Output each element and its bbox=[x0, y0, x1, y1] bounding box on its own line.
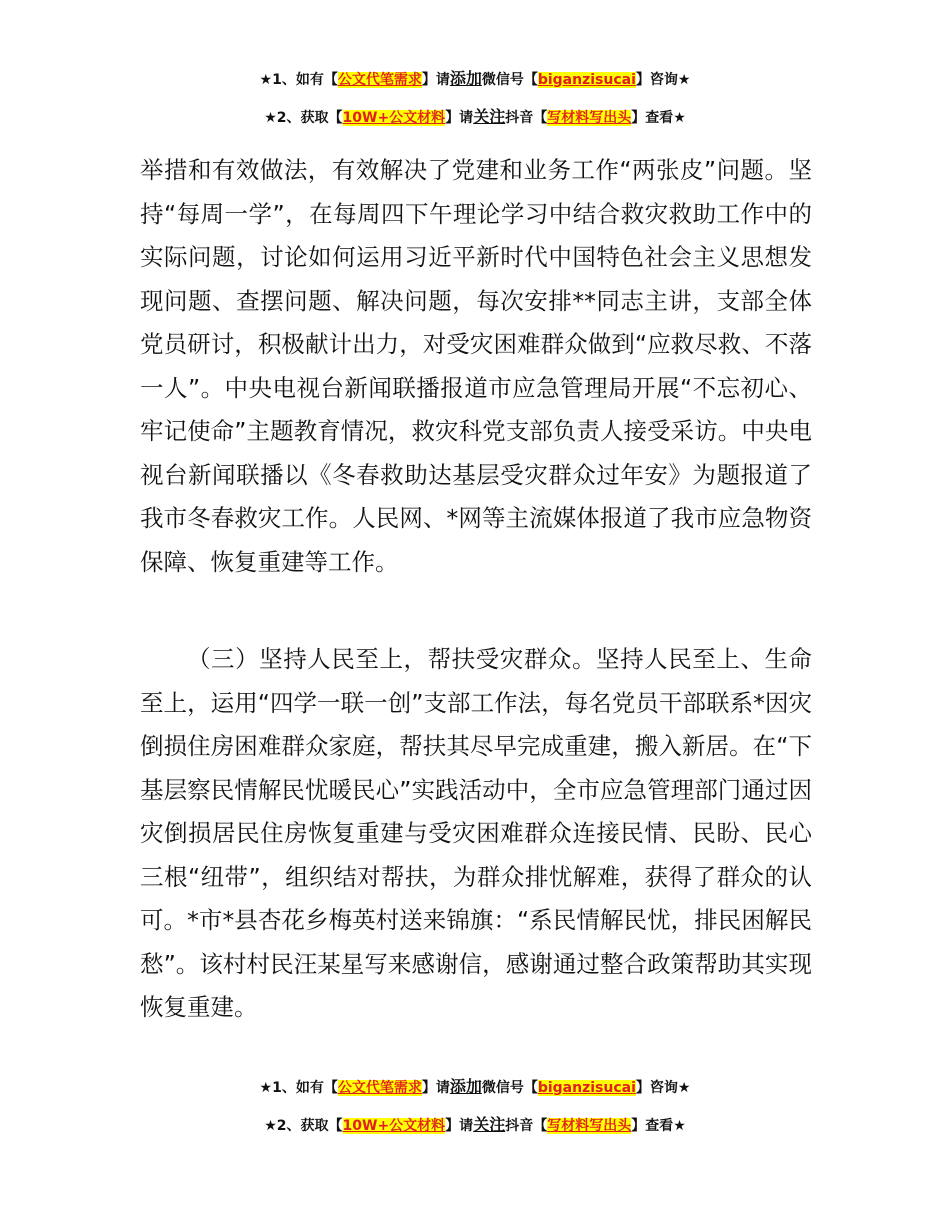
banner-underlined-text: 添加 bbox=[449, 1077, 482, 1096]
banner-underlined-text: 关注 bbox=[473, 1115, 506, 1134]
wechat-id-highlight: biganzisucai bbox=[537, 1080, 636, 1096]
banner-text: ★2、获取【 bbox=[264, 110, 343, 126]
banner-text: 】请 bbox=[445, 1118, 474, 1134]
promo-banner-line-2 bbox=[0, 106, 950, 129]
banner-highlight: 10W+公文材料 bbox=[342, 110, 446, 126]
banner-text: 】请 bbox=[421, 1080, 450, 1096]
banner-underlined-text: 关注 bbox=[473, 107, 506, 126]
banner-text: 】咨询★ bbox=[635, 72, 691, 88]
banner-text: 】请 bbox=[445, 110, 474, 126]
banner-text: 】查看★ bbox=[631, 1118, 686, 1134]
banner-text: 】请 bbox=[421, 72, 450, 88]
banner-text: 】查看★ bbox=[631, 110, 686, 126]
promo-banner-line-1 bbox=[0, 68, 950, 91]
banner-text: ★1、如有【 bbox=[259, 72, 338, 88]
banner-highlight: 10W+公文材料 bbox=[342, 1118, 446, 1134]
douyin-account-highlight: 写材料写出头 bbox=[547, 1118, 632, 1134]
banner-highlight: 公文代笔需求 bbox=[337, 1080, 422, 1096]
banner-text: ★1、如有【 bbox=[259, 1080, 338, 1096]
body-paragraph-1: 举措和有效做法，有效解决了党建和业务工作“两张皮”问题。坚持“每周一学”，在每周四下午理论学习中结合救灾救助工作中的实际问题，讨论如何运用习近平新时代中国特色社会主义思想发现问题、查摆问题、解决问题，每次安排**同志主讲，支部全体党员研讨，积极献计出力，对受灾困难群众做到“应救尽救、不落一人”。中央电视台新闻联播报道市应急管理局开展“不忘初心、牢记使命”主题教育情况，救灾科党支部负责人接受采访。中央电视台新闻联播以《冬春救助达基层受灾群众过年安》为题报道了我市冬春救灾工作。人民网、*网等主流媒体报道了我市应急物资保障、恢复重建等工作。 bbox=[140, 156, 812, 576]
douyin-account-highlight: 写材料写出头 bbox=[547, 110, 632, 126]
banner-text: 微信号【 bbox=[481, 72, 538, 88]
banner-text: ★2、获取【 bbox=[264, 1118, 343, 1134]
banner-text: 抖音【 bbox=[505, 110, 548, 126]
banner-highlight: 公文代笔需求 bbox=[337, 72, 422, 88]
promo-banner-line-2 bbox=[0, 1114, 950, 1137]
wechat-id-highlight: biganzisucai bbox=[537, 72, 636, 88]
banner-text: 抖音【 bbox=[505, 1118, 548, 1134]
promo-banner-line-1 bbox=[0, 1076, 950, 1099]
body-paragraph-2: （三）坚持人民至上，帮扶受灾群众。坚持人民至上、生命至上，运用“四学一联一创”支部工作法，每名党员干部联系*因灾倒损住房困难群众家庭，帮扶其尽早完成重建，搬入新居。在“下基层察民情解民忧暖民心”实践活动中，全市应急管理部门通过因灾倒损居民住房恢复重建与受灾困难群众连接民情、民盼、民心三根“纽带”，组织结对帮扶，为群众排忧解难，获得了群众的认可。*市*县杏花乡梅英村送来锦旗：“系民情解民忧，排民困解民愁”。该村村民汪某星写来感谢信，感谢通过整合政策帮助其实现恢复重建。 bbox=[140, 645, 812, 1021]
banner-text: 】咨询★ bbox=[635, 1080, 691, 1096]
banner-underlined-text: 添加 bbox=[449, 69, 482, 88]
banner-text: 微信号【 bbox=[481, 1080, 538, 1096]
